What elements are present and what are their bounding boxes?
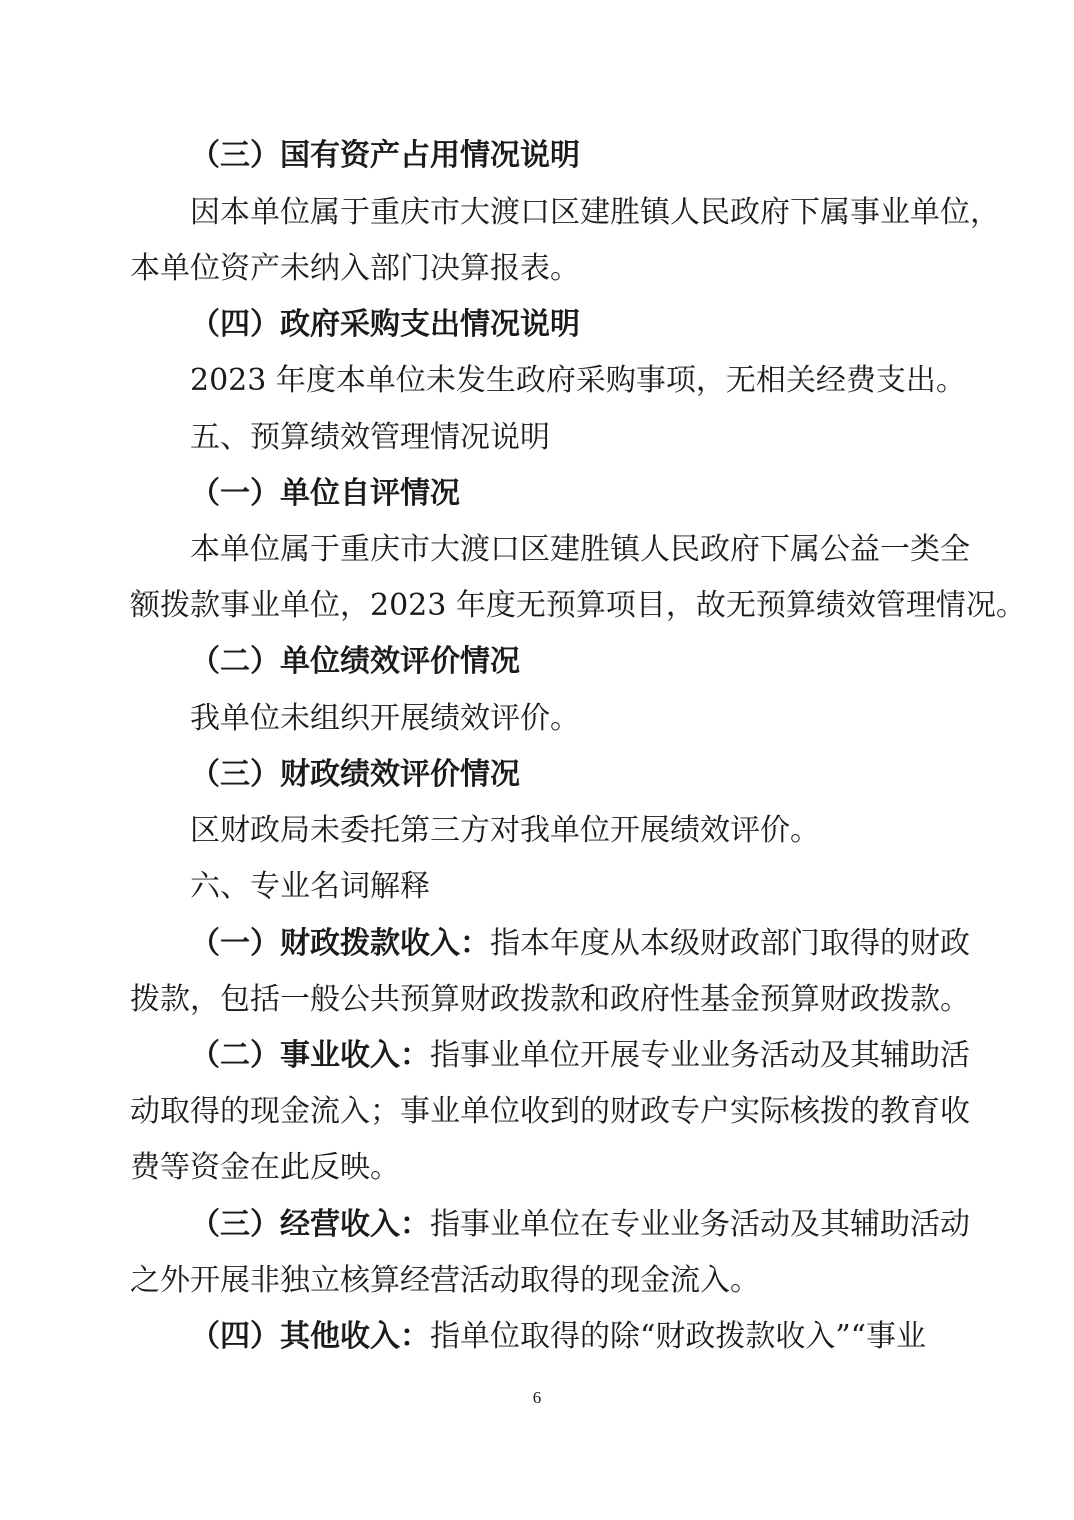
paragraph-line: 我单位未组织开展绩效评价。 (190, 701, 580, 736)
paragraph-line: 拨款，包括一般公共预算财政拨款和政府性基金预算财政拨款。 (130, 982, 970, 1017)
term-label: （三）经营收入： (190, 1207, 430, 1242)
glossary-term-line (190, 1317, 926, 1357)
paragraph-line: 本单位属于重庆市大渡口区建胜镇人民政府下属公益一类全 (190, 532, 970, 567)
glossary-term-line (190, 1205, 970, 1245)
paragraph-line: 本单位资产未纳入部门决算报表。 (130, 251, 580, 286)
chapter-heading-glossary: 六、专业名词解释 (190, 869, 430, 904)
section-heading-unit-eval: （二）单位绩效评价情况 (190, 644, 520, 679)
glossary-term-line (190, 1036, 970, 1076)
paragraph-line: 费等资金在此反映。 (130, 1150, 400, 1185)
term-label: （一）财政拨款收入： (190, 926, 490, 961)
paragraph-line: 动取得的现金流入；事业单位收到的财政专户实际核拨的教育收 (130, 1094, 970, 1129)
section-heading-assets: （三）国有资产占用情况说明 (190, 138, 580, 173)
glossary-term-line (190, 924, 970, 964)
term-definition: 指本年度从本级财政部门取得的财政 (490, 926, 970, 961)
paragraph-line: 之外开展非独立核算经营活动取得的现金流入。 (130, 1263, 760, 1298)
term-label: （四）其他收入： (190, 1319, 430, 1354)
section-heading-fiscal-eval: （三）财政绩效评价情况 (190, 757, 520, 792)
term-definition: 指事业单位在专业业务活动及其辅助活动 (430, 1207, 970, 1242)
section-heading-procurement: （四）政府采购支出情况说明 (190, 307, 580, 342)
chapter-heading-performance: 五、预算绩效管理情况说明 (190, 420, 550, 455)
term-definition: 指单位取得的除“财政拨款收入”“事业 (430, 1319, 927, 1354)
term-definition: 指事业单位开展专业业务活动及其辅助活 (430, 1038, 970, 1073)
paragraph-line: 因本单位属于重庆市大渡口区建胜镇人民政府下属事业单位， (190, 195, 1000, 230)
page-number: 6 (532, 1388, 542, 1407)
paragraph-line: 2023 年度本单位未发生政府采购事项，无相关经费支出。 (190, 363, 966, 398)
paragraph-line: 额拨款事业单位，2023 年度无预算项目，故无预算绩效管理情况。 (130, 588, 1026, 623)
paragraph-line: 区财政局未委托第三方对我单位开展绩效评价。 (190, 813, 820, 848)
term-label: （二）事业收入： (190, 1038, 430, 1073)
section-heading-self-eval: （一）单位自评情况 (190, 476, 460, 511)
